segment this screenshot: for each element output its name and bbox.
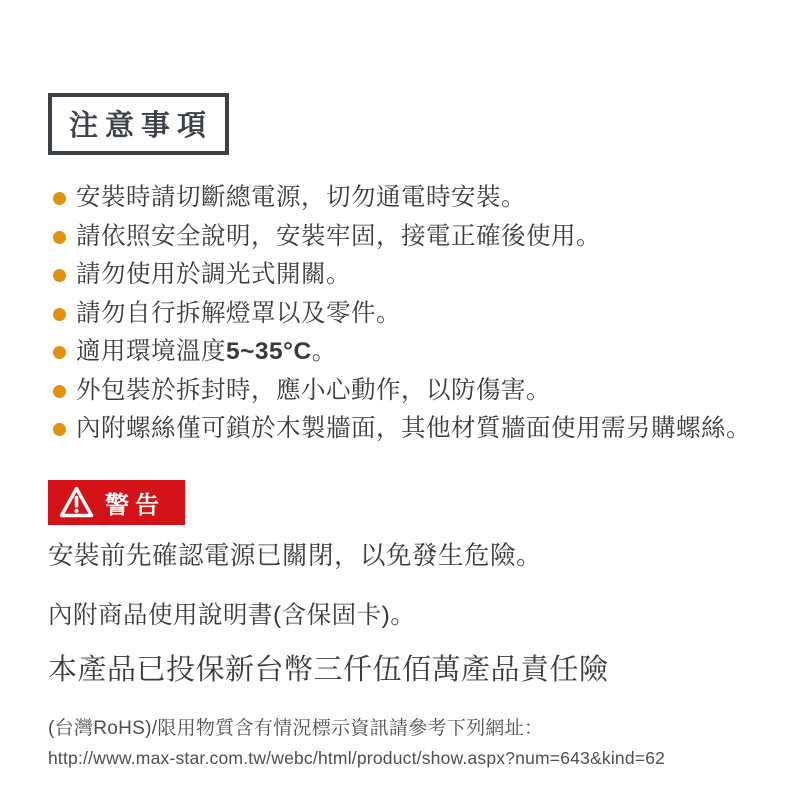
bullet-icon	[53, 192, 66, 205]
note-text: 請勿自行拆解燈罩以及零件。	[76, 299, 401, 327]
bullet-icon	[53, 423, 66, 436]
page-title: 注意事項	[69, 110, 214, 142]
warning-text: 安裝前先確認電源已關閉，以免發生危險。	[48, 541, 543, 570]
warning-triangle-icon	[59, 486, 94, 518]
note-text: 內附螺絲僅可鎖於木製牆面，其他材質牆面使用需另購螺絲。	[76, 415, 751, 442]
note-text: 外包裝於拆封時，應小心動作，以防傷害。	[76, 376, 551, 404]
list-item	[48, 218, 766, 257]
warning-badge	[48, 480, 185, 525]
note-text: 請勿使用於調光式開關。	[76, 261, 351, 288]
note-text	[76, 333, 337, 372]
rohs-notice: (台灣RoHS)/限用物質含有情況標示資訊請參考下列網址：	[48, 717, 544, 739]
list-item	[48, 179, 766, 218]
precautions-title-box	[48, 93, 229, 155]
list-item	[48, 256, 766, 295]
note-text: 安裝時請切斷總電源，切勿通電時安裝。	[76, 184, 526, 211]
note-text-post: 。	[311, 338, 337, 365]
list-item	[48, 410, 766, 449]
list-item	[48, 295, 766, 334]
insurance-note: 本產品已投保新台幣三仟伍佰萬產品責任險	[48, 653, 609, 686]
bullet-icon	[53, 269, 66, 282]
note-text-strong: 5~35°C	[226, 338, 312, 365]
note-text-pre: 適用環境溫度	[76, 338, 226, 365]
precaution-list	[48, 179, 766, 449]
manual-note: 內附商品使用說明書(含保固卡)。	[48, 601, 416, 629]
list-item	[48, 372, 766, 411]
warning-label: 警告	[105, 491, 165, 519]
bullet-icon	[53, 385, 66, 398]
rohs-url: http://www.max-star.com.tw/webc/html/product/show.aspx?num=643&kind=62	[48, 747, 666, 768]
bullet-icon	[53, 346, 66, 359]
bullet-icon	[53, 231, 66, 244]
note-text: 請依照安全說明，安裝牢固，接電正確後使用。	[76, 222, 601, 250]
list-item	[48, 333, 766, 372]
bullet-icon	[53, 308, 66, 321]
